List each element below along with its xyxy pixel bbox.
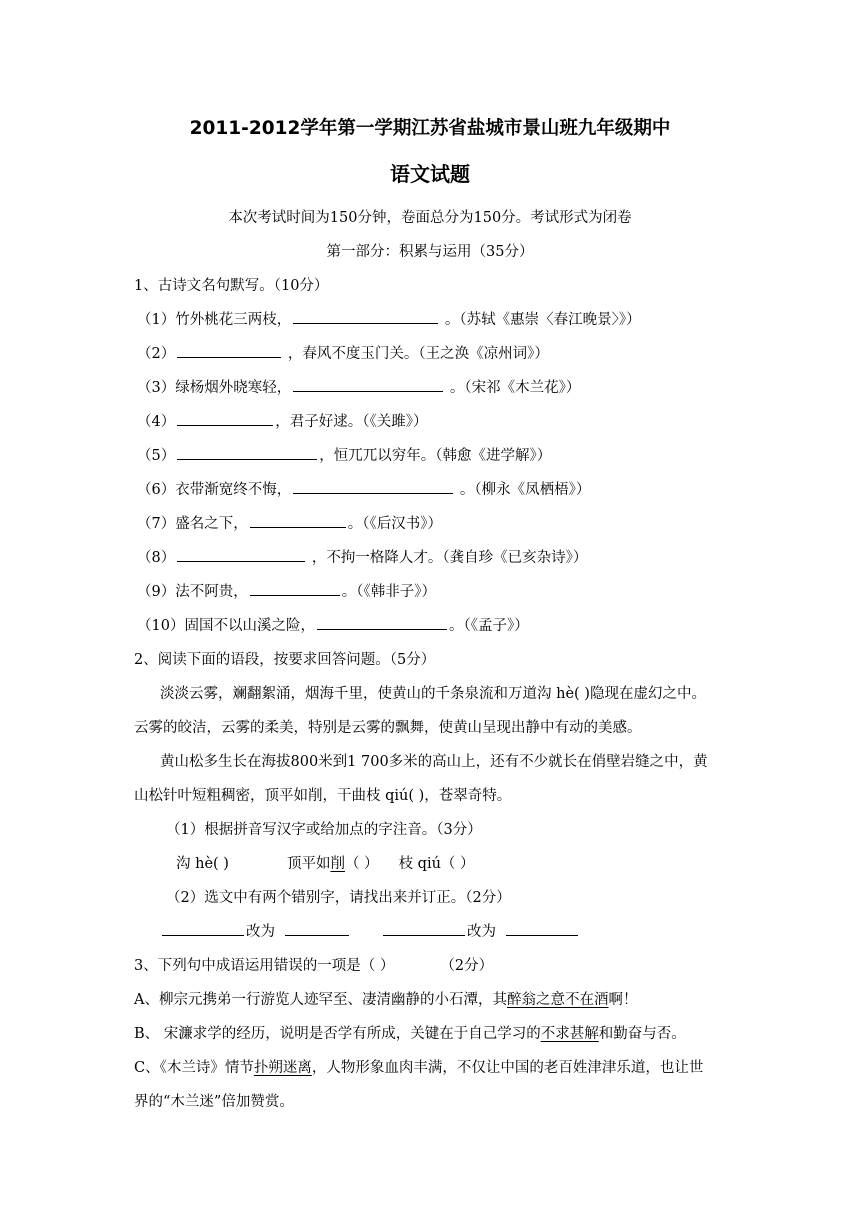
answer-pinyin-he[interactable]: 沟 hè( ) xyxy=(176,856,229,872)
part-title: 第一部分：积累与运用（35分） xyxy=(326,244,534,260)
option-c xyxy=(134,1056,703,1077)
answer-blank[interactable] xyxy=(177,411,273,426)
q1-item-4 xyxy=(137,410,427,431)
stem-text: 3、下列句中成语运用错误的一项是（ ） xyxy=(134,958,395,974)
q1-item-1 xyxy=(137,308,641,329)
idiom: 不求甚解 xyxy=(540,1026,599,1042)
item-text: 盛名之下， xyxy=(175,516,248,532)
q1-item-2 xyxy=(137,342,549,363)
answer-blank[interactable] xyxy=(293,479,453,494)
answer-blank[interactable] xyxy=(177,343,281,358)
item-text: 竹外桃花三两枝， xyxy=(175,312,292,328)
q1-item-10 xyxy=(137,614,529,635)
question-2-stem: 2、阅读下面的语段，按要求回答问题。（5分） xyxy=(134,652,436,668)
passage-para-2-line-1: 黄山松多生长在海拔800米到1 700多米的高山上，还有不少就长在俏壁岩缝之中，黄 xyxy=(160,754,708,770)
q2-sub-1: （1）根据拼音写汉字或给加点的字注音。（3分） xyxy=(166,822,482,838)
answer-pinyin-qiu[interactable]: 枝 qiú（ ） xyxy=(398,856,475,872)
option-text: 啊！ xyxy=(608,992,638,1008)
q1-item-7 xyxy=(137,512,442,533)
answer-blank[interactable] xyxy=(250,513,346,528)
q2-correction-blanks xyxy=(160,920,580,941)
answer-blank[interactable] xyxy=(317,615,447,630)
item-text: 衣带渐宽终不悔， xyxy=(175,482,292,498)
answer-blank[interactable] xyxy=(177,445,317,460)
idiom: 醉翁之意不在酒 xyxy=(506,992,609,1008)
item-number: （9） xyxy=(137,584,176,600)
fix-label: 改为 xyxy=(467,924,496,940)
q1-item-3 xyxy=(137,376,580,397)
q2-sub-2: （2）选文中有两个错别字，请找出来并订正。（2分） xyxy=(166,890,511,906)
item-source: 。（柳永《凤栖梧》） xyxy=(455,482,591,498)
item-number: （10） xyxy=(137,618,185,634)
question-1-stem: 1、古诗文名句默写。（10分） xyxy=(134,278,329,294)
exam-subtitle: 语文试题 xyxy=(390,162,470,186)
item-text: 法不阿贵， xyxy=(175,584,248,600)
question-3-stem xyxy=(134,954,493,975)
option-text: ，人物形象血肉丰满，不仅让中国的老百姓津津乐道，也让世 xyxy=(311,1060,704,1076)
wrong-char-blank[interactable] xyxy=(162,921,244,936)
option-a xyxy=(134,988,637,1009)
passage-para-2-line-2: 山松针叶短粗稠密，顶平如削，干曲枝 qiú( )，苍翠奇特。 xyxy=(134,788,512,804)
q1-item-9 xyxy=(137,580,436,601)
item-number: （4） xyxy=(137,414,176,430)
item-number: （1） xyxy=(137,312,176,328)
item-text: 固国不以山溪之险， xyxy=(184,618,315,634)
answer-blank[interactable] xyxy=(293,309,438,324)
answer-blank[interactable] xyxy=(293,377,443,392)
idiom: 扑朔迷离 xyxy=(253,1060,312,1076)
item-number: （8） xyxy=(137,550,176,566)
option-text: B、 宋濂求学的经历，说明是否学有所成，关键在于自己学习的 xyxy=(134,1026,541,1042)
passage-para-1-line-1: 淡淡云雾，斓翻絮涌，烟海千里，使黄山的千条泉流和万道沟 hè( )隐现在虚幻之中。 xyxy=(160,686,706,702)
correct-char-blank[interactable] xyxy=(506,921,578,936)
item-source: 。（《孟子》） xyxy=(448,618,529,634)
answer-blank[interactable] xyxy=(177,547,305,562)
option-text: A、柳宗元携弟一行游览人迹罕至、凄清幽静的小石潭，其 xyxy=(134,992,507,1008)
exam-info: 本次考试时间为150分钟，卷面总分为150分。考试形式为闭卷 xyxy=(228,210,632,226)
item-number: （6） xyxy=(137,482,176,498)
item-number: （2） xyxy=(137,346,176,362)
exam-title: 2011-2012学年第一学期江苏省盐城市景山班九年级期中 xyxy=(189,118,671,139)
fix-label: 改为 xyxy=(246,924,275,940)
option-text: C、《木兰诗》情节 xyxy=(134,1060,254,1076)
item-number: （5） xyxy=(137,448,176,464)
q1-item-6 xyxy=(137,478,590,499)
item-source: ，君子好逑。（《关雎》） xyxy=(275,414,428,430)
item-source: 。（《韩非子》） xyxy=(341,584,436,600)
q1-item-5 xyxy=(137,444,551,465)
item-source: ，恒兀兀以穷年。（韩愈《进学解》） xyxy=(319,448,552,464)
score: （2分） xyxy=(440,958,494,974)
answer-pronunciation[interactable]: （ ） xyxy=(344,856,379,872)
item-source: 。（宋祁《木兰花》） xyxy=(445,380,581,396)
correct-char-blank[interactable] xyxy=(285,921,349,936)
q2-sub-1-answers xyxy=(176,852,475,873)
option-b xyxy=(134,1022,686,1043)
item-text: 绿杨烟外晓寒轻， xyxy=(175,380,292,396)
option-c-line-2: 界的“木兰迷”倍加赞赏。 xyxy=(134,1094,294,1110)
item-number: （3） xyxy=(137,380,176,396)
item-number: （7） xyxy=(137,516,176,532)
dotted-char: 削 xyxy=(330,856,345,872)
item-source: ，不拘一格降人才。（龚自珍《已亥杂诗》） xyxy=(307,550,588,566)
wrong-char-blank[interactable] xyxy=(383,921,465,936)
option-text: 和勤奋与否。 xyxy=(598,1026,686,1042)
item-source: 。（苏轼《惠崇〈春江晚景〉》） xyxy=(440,312,641,328)
item-source: ，春风不度玉门关。（王之涣《凉州词》） xyxy=(283,346,549,362)
item-text: 顶平如 xyxy=(286,856,331,872)
answer-blank[interactable] xyxy=(250,581,340,596)
item-source: 。（《后汉书》） xyxy=(347,516,442,532)
passage-para-1-line-2: 云雾的皎洁，云雾的柔美，特别是云雾的飘舞，使黄山呈现出静中有动的美感。 xyxy=(134,720,642,736)
q1-item-8 xyxy=(137,546,587,567)
